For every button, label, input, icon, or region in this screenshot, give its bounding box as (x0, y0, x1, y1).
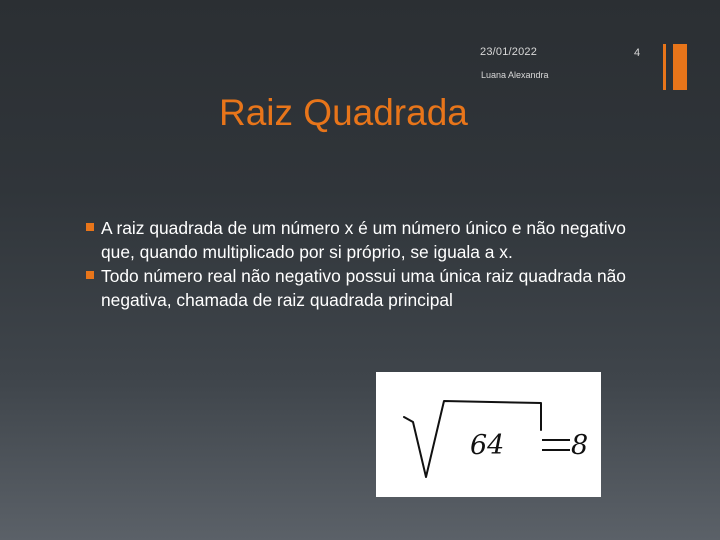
page-number: 4 (634, 47, 641, 59)
slide-title: Raiz Quadrada (219, 92, 468, 133)
bullet-text: A raiz quadrada de um número x é um número único e não negativo que, quando multiplicado por si próprio, se iguala a x. (101, 218, 626, 262)
square-root-equation-drawing (376, 372, 601, 497)
bullet-item (84, 216, 644, 264)
bullet-item (84, 264, 644, 312)
square-bullet-icon (86, 271, 94, 279)
slide-author: Luana Alexandra (481, 70, 549, 80)
bullet-list (84, 216, 644, 312)
accent-bar-thick (673, 44, 687, 90)
square-root-equation-image (376, 372, 601, 497)
bullet-text: Todo número real não negativo possui uma única raiz quadrada não negativa, chamada de raiz quadrada principal (101, 266, 626, 310)
accent-bar-thin (663, 44, 666, 90)
radicand-value: 64 (470, 430, 505, 461)
square-bullet-icon (86, 223, 94, 231)
result-value: 8 (571, 430, 589, 461)
slide-date: 23/01/2022 (480, 46, 538, 58)
